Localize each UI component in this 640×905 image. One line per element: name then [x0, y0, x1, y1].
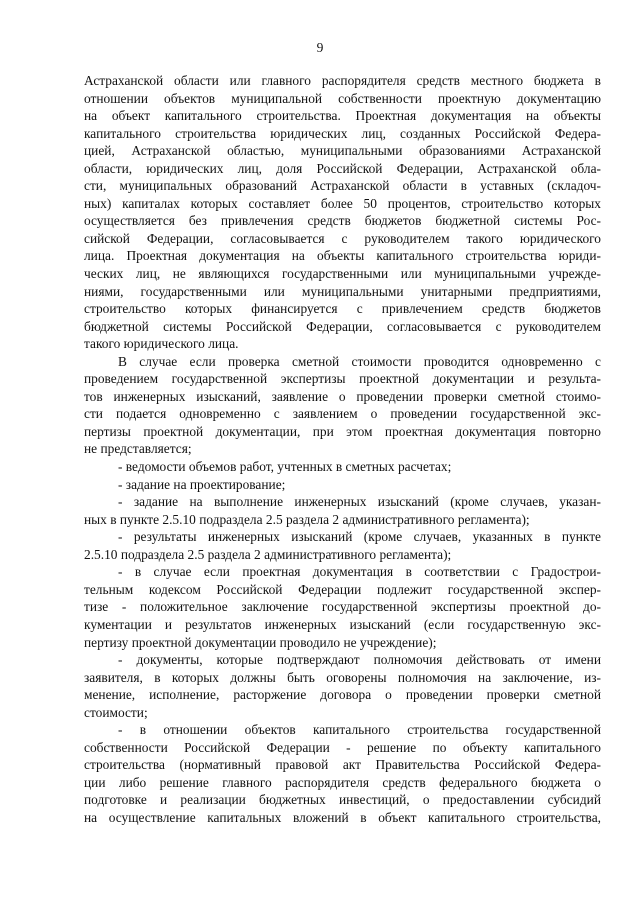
- text-line: сти, муниципальных образований Астраханской области в уставных (складоч-: [84, 178, 601, 194]
- text-line: - в отношении объектов капитального строительства государственной: [118, 722, 601, 738]
- text-line: сийской Федерации, согласовывается с руководителем такого юридического: [84, 230, 601, 246]
- text-line: на осуществление капитальных вложений в объект капитального строительства,: [84, 809, 601, 825]
- text-line: сти подается одновременно с заявлением о проведении государственной экс-: [84, 406, 601, 422]
- text-line: проведением государственной экспертизы проектной документации и результа-: [84, 371, 601, 387]
- text-line: собственности Российской Федерации - решение по объекту капитального: [84, 739, 601, 755]
- text-line: тизе - положительное заключение государственной экспертизы проектной до-: [84, 599, 601, 615]
- text-line: лица. Проектная документация на объекты капитального строительства юриди-: [84, 248, 601, 264]
- text-line: не представляется;: [84, 441, 192, 457]
- text-line: такого юридического лица.: [84, 336, 239, 352]
- text-line: - задание на проектирование;: [118, 476, 286, 492]
- text-line: ных в пункте 2.5.10 подраздела 2.5 раздела 2 административного регламента);: [84, 511, 530, 527]
- text-line: В случае если проверка сметной стоимости проводится одновременно с: [118, 353, 601, 369]
- text-line: ниями, государственными или муниципальными унитарными предприятиями,: [84, 283, 601, 299]
- page-number: 9: [316, 40, 324, 55]
- text-line: тов инженерных изысканий, заявление о проведении проверки сметной стоимо-: [84, 388, 601, 404]
- text-line: - документы, которые подтверждают полномочия действовать от имени: [118, 652, 601, 668]
- text-line: Астраханской области или главного распорядителя средств местного бюджета в: [84, 73, 601, 88]
- text-line: отношении объектов муниципальной собственности проектную документацию: [84, 90, 601, 106]
- text-line: заявителя, в которых должны быть оговорены полномочия на заключение, из-: [84, 669, 601, 685]
- text-line: цией, Астраханской областью, муниципальными образованиями Астраханской: [84, 143, 601, 159]
- text-line: тельным кодексом Российской Федерации подлежит государственной экспер-: [84, 581, 601, 597]
- text-line: ции либо решение главного распорядителя средств федерального бюджета о: [84, 774, 601, 790]
- text-line: кументации и результатов инженерных изысканий (если государственную экс-: [84, 616, 601, 632]
- text-line: на объект капитального строительства. Проектная документация на объекты: [84, 108, 601, 124]
- text-line: - результаты инженерных изысканий (кроме случаев, указанных в пункте: [118, 529, 601, 545]
- text-line: стоимости;: [84, 704, 148, 720]
- text-line: ческих лиц, не являющихся государственными или муниципальными учрежде-: [84, 266, 601, 282]
- text-line: ных) капиталах которых составляет более 50 процентов, строительство которых: [84, 195, 601, 211]
- text-line: осуществляется без привлечения средств бюджетов бюджетной системы Рос-: [84, 213, 601, 229]
- text-line: подготовке и реализации бюджетных инвестиций, о предоставлении субсидий: [84, 792, 601, 808]
- body-text: [84, 72, 601, 827]
- text-line: - задание на выполнение инженерных изысканий (кроме случаев, указан-: [118, 494, 601, 510]
- text-line: области, юридических лиц, доля Российской Федерации, Астраханской обла-: [84, 160, 601, 176]
- text-line: пертизу проектной документации проводило не учреждение);: [84, 634, 437, 650]
- text-line: пертизы проектной документации, при этом проектная документация повторно: [84, 423, 601, 439]
- text-line: бюджетной системы Российской Федерации, согласовывается с руководителем: [84, 318, 601, 334]
- text-line: менение, исполнение, расторжение договора о проведении проверки сметной: [84, 687, 601, 703]
- text-line: - в случае если проектная документация в соответствии с Градострои-: [118, 564, 601, 580]
- text-line: капитального строительства юридических лиц, созданных Российской Федера-: [84, 125, 601, 141]
- text-line: строительства (нормативный правовой акт Правительства Российской Федера-: [84, 757, 601, 773]
- text-line: - ведомости объемов работ, учтенных в сметных расчетах;: [118, 459, 452, 475]
- text-line: строительство которых финансируется с привлечением средств бюджетов: [84, 301, 601, 317]
- text-line: 2.5.10 подраздела 2.5 раздела 2 административного регламента);: [84, 546, 452, 562]
